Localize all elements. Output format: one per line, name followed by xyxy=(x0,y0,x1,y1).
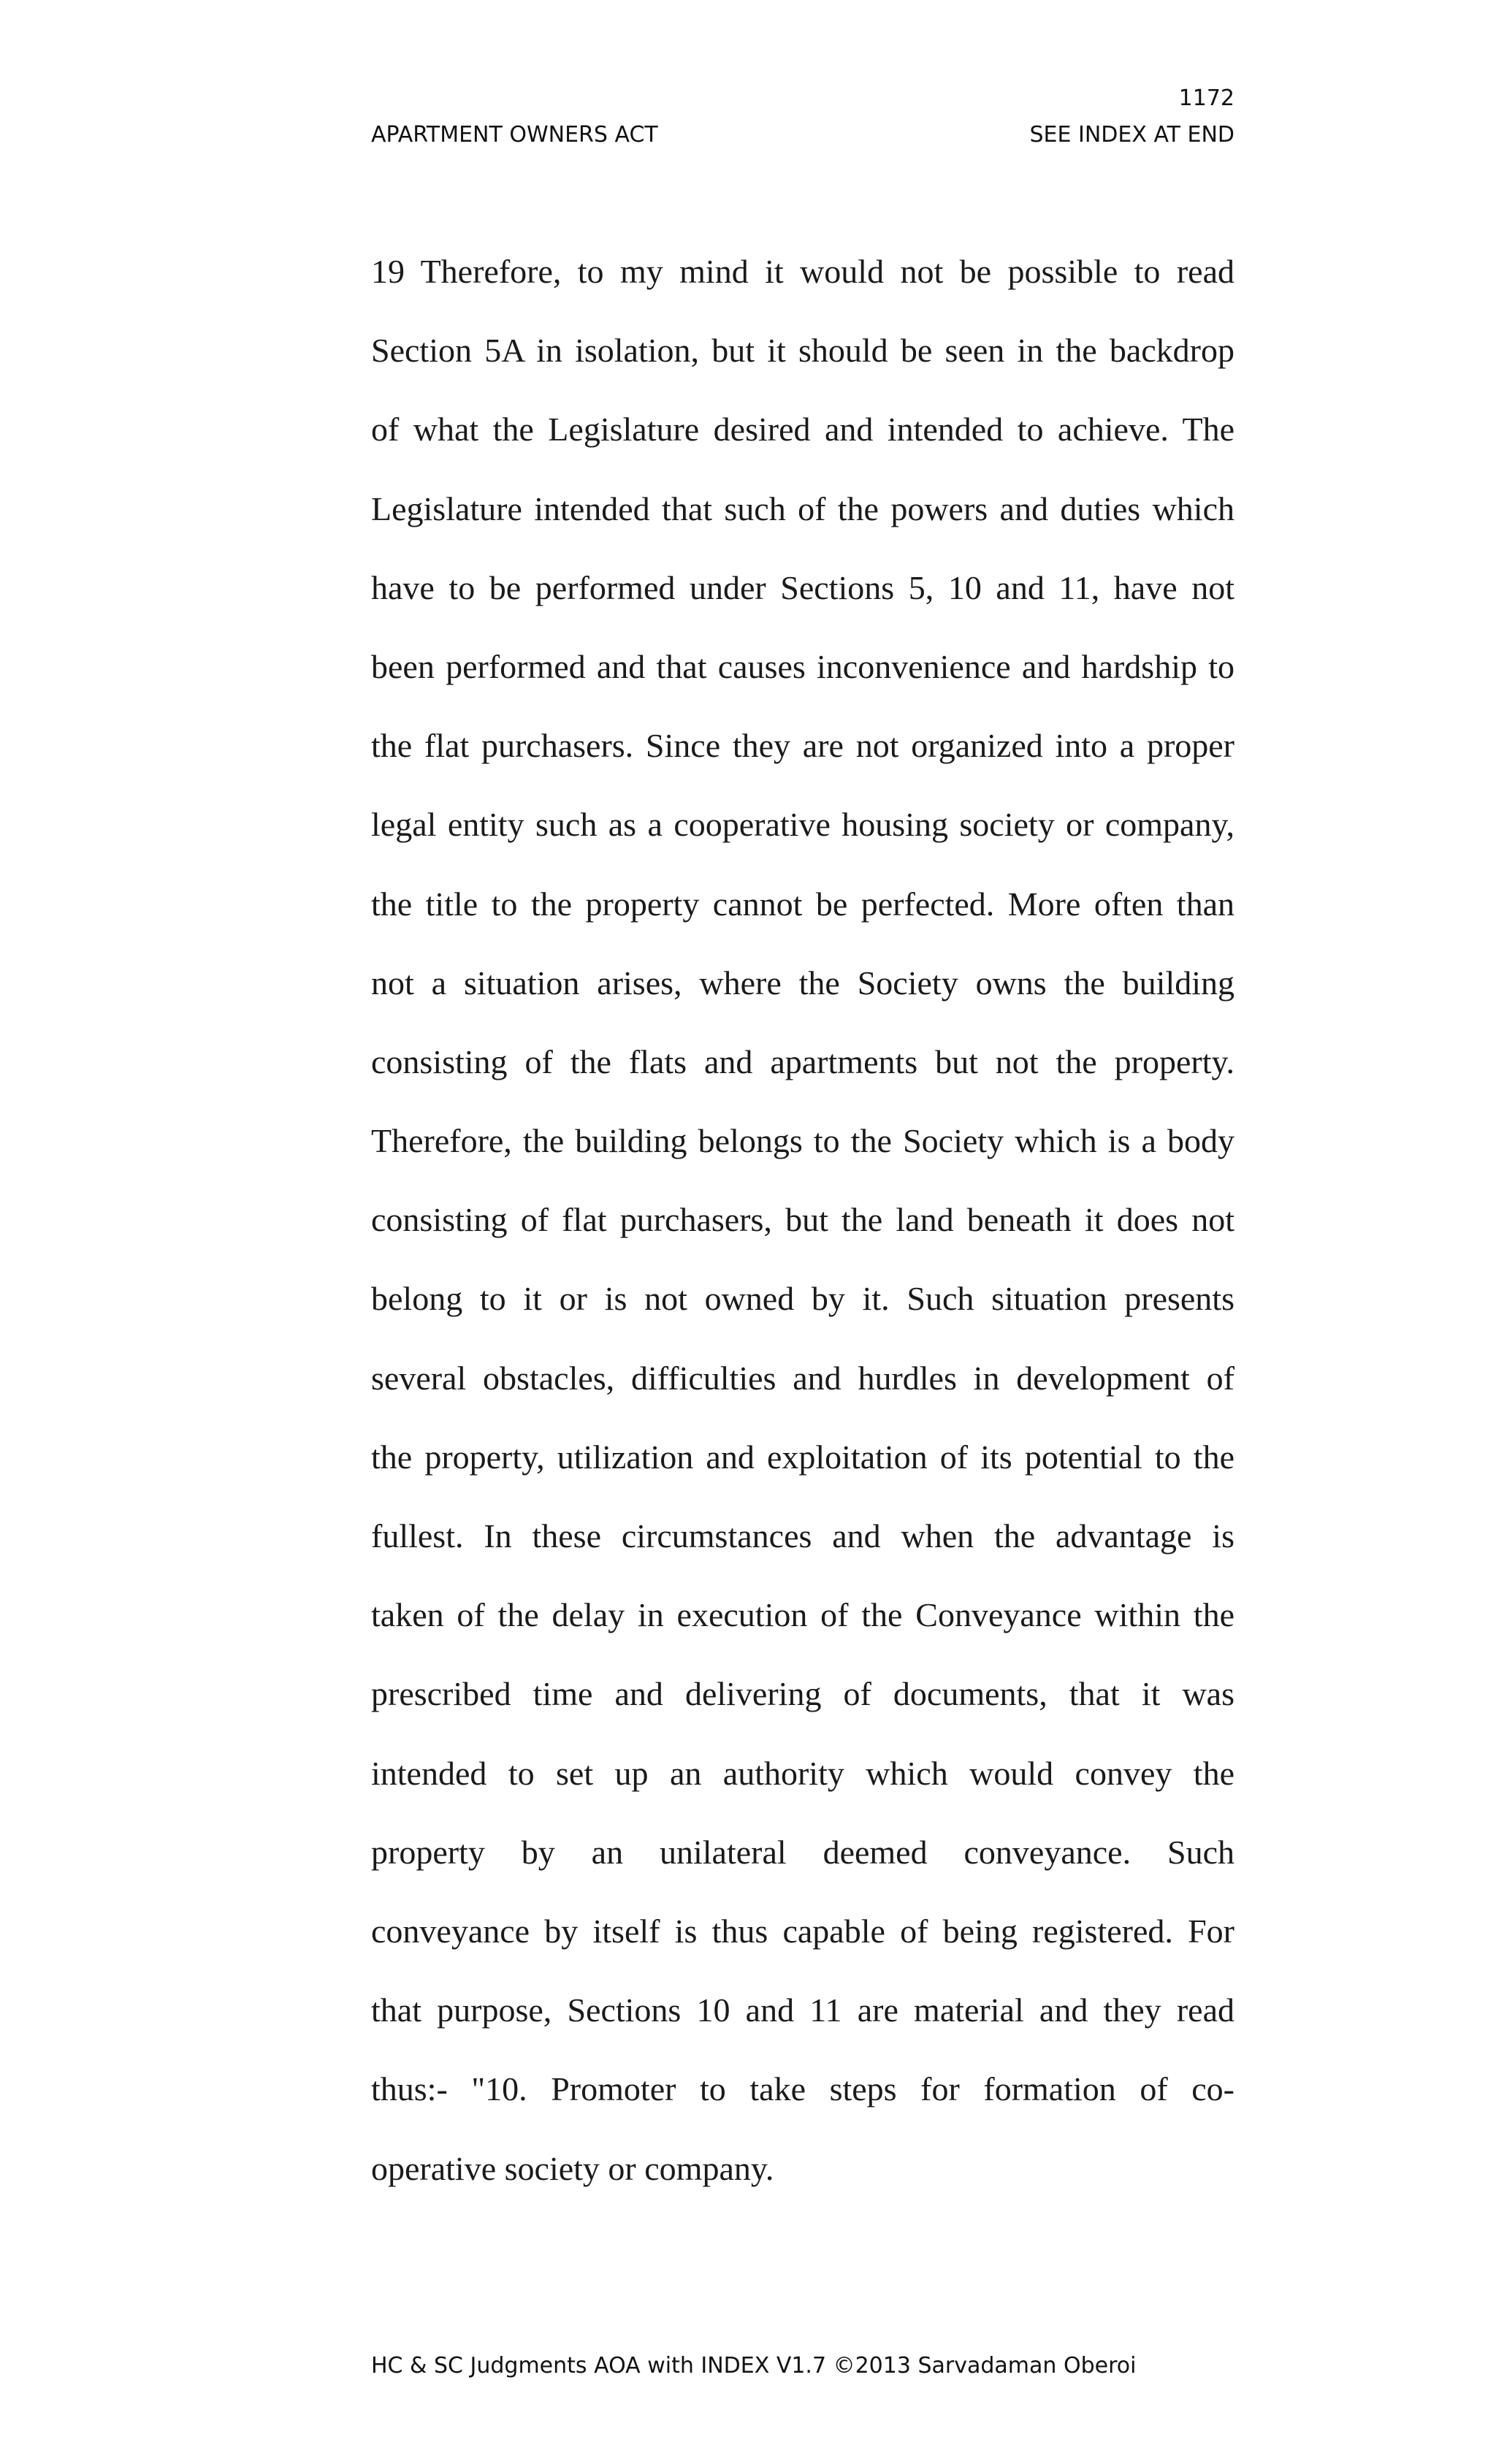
paragraph-line: the property, utilization and exploitation of its potential to the xyxy=(371,1438,1234,1476)
paragraph-line: not a situation arises, where the Society owns the building xyxy=(371,964,1234,1002)
paragraph-line: legal entity such as a cooperative housing society or company, xyxy=(371,806,1234,844)
paragraph-line: Therefore, the building belongs to the Society which is a body xyxy=(371,1122,1234,1160)
paragraph-line: have to be performed under Sections 5, 10 and 11, have not xyxy=(371,568,1234,606)
paragraph-line: of what the Legislature desired and intended to achieve. The xyxy=(371,411,1234,449)
paragraph-line: conveyance by itself is thus capable of being registered. For xyxy=(371,1912,1234,1950)
page-number: 1172 xyxy=(1178,85,1234,111)
header-title: APARTMENT OWNERS ACT xyxy=(371,122,658,148)
paragraph-line: thus:- "10. Promoter to take steps for formation of co- xyxy=(371,2070,1234,2108)
paragraph-line: consisting of the flats and apartments but not the property. xyxy=(371,1042,1234,1080)
paragraph-line: fullest. In these circumstances and when the advantage is xyxy=(371,1517,1234,1555)
paragraph-line: prescribed time and delivering of documents, that it was xyxy=(371,1675,1234,1713)
paragraph-line: been performed and that causes inconvenience and hardship to xyxy=(371,647,1234,685)
paragraph-line: belong to it or is not owned by it. Such situation presents xyxy=(371,1280,1234,1318)
running-header xyxy=(371,124,1234,146)
paragraph-line: 19 Therefore, to my mind it would not be possible to read xyxy=(371,253,1234,290)
page-footer: HC & SC Judgments AOA with INDEX V1.7 ©2013 Sarvadaman Oberoi xyxy=(371,2353,1137,2379)
paragraph-line: the flat purchasers. Since they are not organized into a proper xyxy=(371,727,1234,765)
header-index-note: SEE INDEX AT END xyxy=(1029,122,1234,148)
judgment-paragraph xyxy=(371,250,1234,2226)
paragraph-line: consisting of flat purchasers, but the land beneath it does not xyxy=(371,1201,1234,1239)
paragraph-line: property by an unilateral deemed conveyance. Such xyxy=(371,1833,1234,1871)
paragraph-line: Section 5A in isolation, but it should be seen in the backdrop xyxy=(371,332,1234,370)
paragraph-line: several obstacles, difficulties and hurdles in development of xyxy=(371,1359,1234,1397)
paragraph-line: taken of the delay in execution of the Conveyance within the xyxy=(371,1596,1234,1634)
paragraph-line: the title to the property cannot be perfected. More often than xyxy=(371,885,1234,923)
paragraph-line: intended to set up an authority which would convey the xyxy=(371,1754,1234,1792)
paragraph-line: Legislature intended that such of the powers and duties which xyxy=(371,489,1234,527)
paragraph-line: that purpose, Sections 10 and 11 are material and they read xyxy=(371,1991,1234,2029)
paragraph-line: operative society or company. xyxy=(371,2149,774,2187)
